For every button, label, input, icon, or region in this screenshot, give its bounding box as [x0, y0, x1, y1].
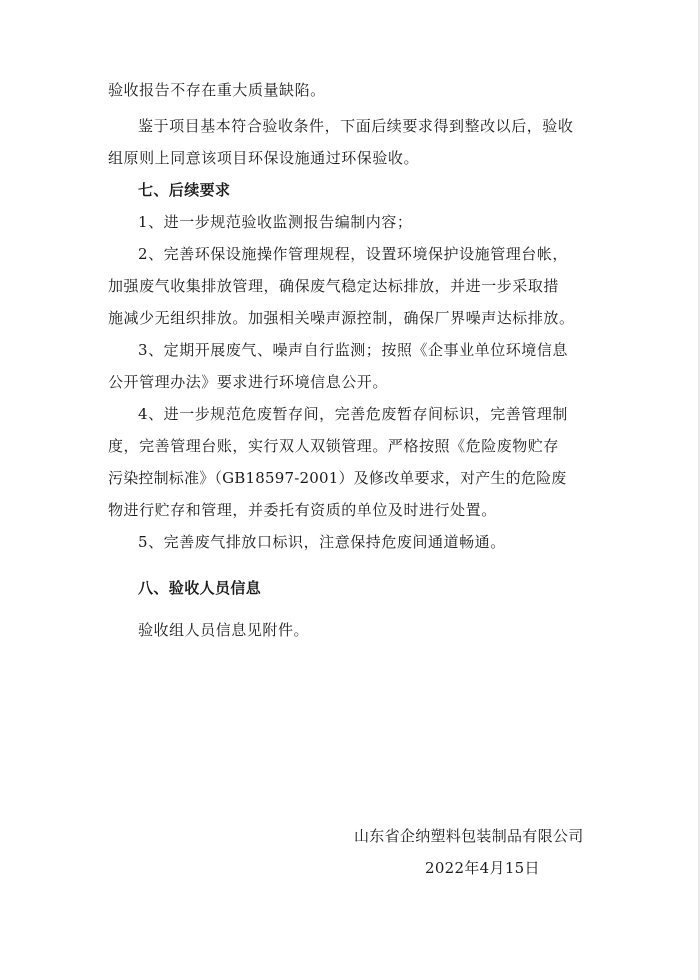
signature-company: 山东省企纳塑料包装制品有限公司 [354, 827, 584, 845]
section-8-heading: 八、验收人员信息 [138, 579, 262, 597]
requirement-2-line-2: 加强废气收集排放管理，确保废气稳定达标排放，并进一步采取措 [108, 277, 559, 295]
requirement-3-line-1: 3、定期开展废气、噪声自行监测；按照《企事业单位环境信息 [138, 341, 568, 359]
requirement-4-line-3: 污染控制标准》（GB18597-2001）及修改单要求，对产生的危险废 [108, 469, 567, 487]
paragraph-acceptance-line-2: 组原则上同意该项目环保设施通过环保验收。 [108, 149, 420, 167]
paragraph-conclusion-line: 验收报告不存在重大质量缺陷。 [108, 81, 326, 99]
requirement-2-line-1: 2、完善环保设施操作管理规程，设置环境保护设施管理台帐， [138, 245, 568, 263]
requirement-3-line-2: 公开管理办法》要求进行环境信息公开。 [108, 373, 388, 391]
paragraph-acceptance-line-1: 鉴于项目基本符合验收条件，下面后续要求得到整改以后，验收 [138, 117, 574, 135]
requirement-1: 1、进一步规范验收监测报告编制内容； [138, 213, 413, 231]
signature-date: 2022年4月15日 [425, 859, 540, 877]
section-8-body: 验收组人员信息见附件。 [138, 621, 310, 639]
requirement-2-line-3: 施减少无组织排放。加强相关噪声源控制，确保厂界噪声达标排放。 [108, 309, 575, 327]
section-7-heading: 七、后续要求 [138, 181, 231, 199]
requirement-4-line-4: 物进行贮存和管理，并委托有资质的单位及时进行处置。 [108, 501, 497, 519]
requirement-5: 5、完善废气排放口标识，注意保持危废间通道畅通。 [138, 533, 506, 551]
requirement-4-line-1: 4、进一步规范危废暂存间，完善危废暂存间标识，完善管理制 [138, 405, 568, 423]
requirement-4-line-2: 度，完善管理台账，实行双人双锁管理。严格按照《危险废物贮存 [108, 437, 559, 455]
